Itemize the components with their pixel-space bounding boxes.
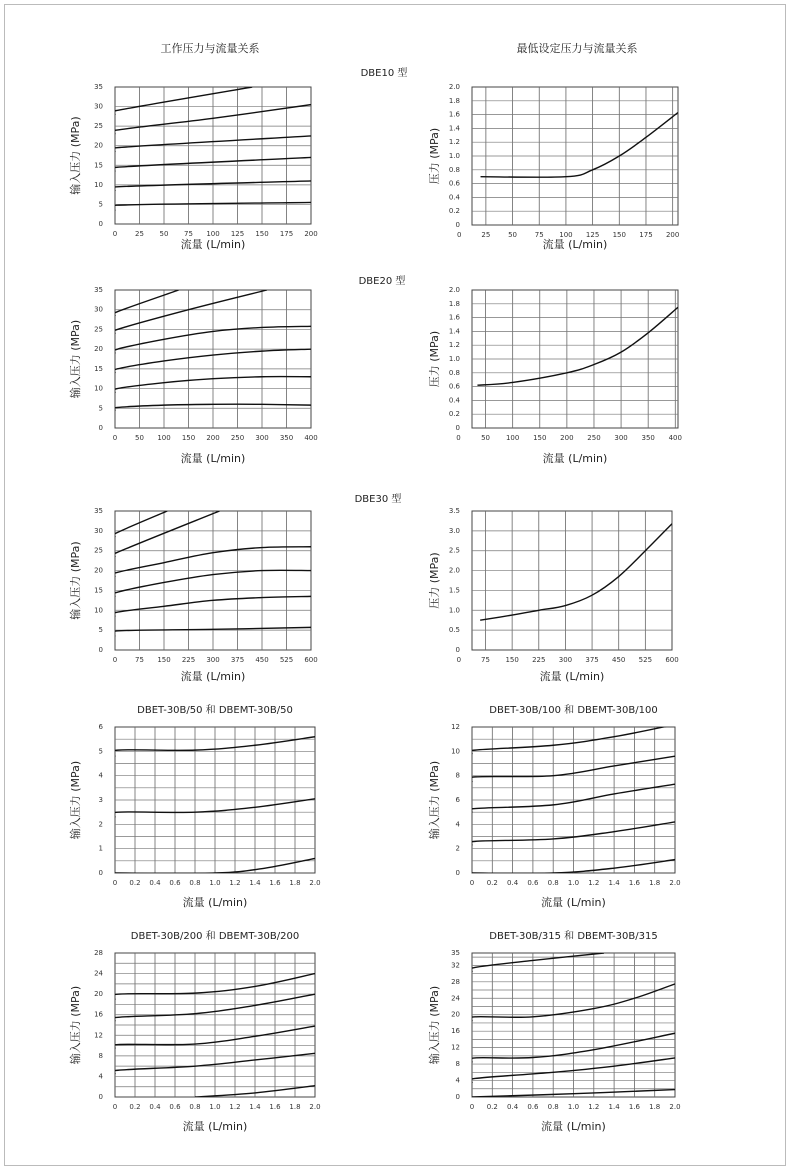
x-tick-label: 75	[135, 656, 144, 664]
x-tick-label: 125	[585, 231, 600, 239]
x-tick-label: 100	[206, 230, 220, 238]
y-axis-label: 输入压力 (MPa)	[69, 541, 82, 620]
y-tick-label: 1.4	[448, 327, 460, 336]
x-tick-label: 375	[230, 656, 245, 664]
chart-title: DBET-30B/200 和 DBEMT-30B/200	[130, 931, 300, 942]
x-tick-label: 200	[560, 434, 574, 442]
y-tick-label: 1.5	[448, 586, 460, 595]
x-tick-label: 2.0	[669, 1103, 681, 1111]
y-tick-label: 24	[94, 969, 103, 978]
x-tick-label: 0.6	[527, 1103, 539, 1111]
x-tick-label: 0.8	[189, 879, 201, 887]
y-tick-label: 30	[94, 305, 103, 314]
x-tick-label: 0.6	[169, 1103, 181, 1111]
y-tick-label: 30	[94, 526, 103, 535]
x-tick-label: 450	[255, 656, 269, 664]
x-tick-label: 0	[456, 656, 462, 664]
y-axis-label: 输入压力 (MPa)	[69, 116, 82, 195]
y-tick-label: 20	[451, 1010, 460, 1019]
y-tick-label: 1.8	[448, 299, 460, 308]
y-tick-label: 1.4	[448, 124, 460, 133]
y-tick-label: 0	[455, 869, 460, 877]
y-tick-label: 10	[94, 180, 103, 189]
y-tick-label: 20	[94, 566, 103, 575]
y-tick-label: 5	[98, 200, 103, 209]
x-tick-label: 75	[481, 656, 490, 664]
x-tick-label: 50	[135, 434, 144, 442]
y-tick-label: 10	[94, 384, 103, 393]
y-tick-label: 20	[94, 141, 103, 150]
x-tick-label: 150	[533, 434, 547, 442]
y-tick-label: 0.2	[448, 207, 460, 216]
chart-4	[68, 507, 318, 683]
x-tick-label: 0	[469, 879, 475, 887]
y-tick-label: 5	[98, 626, 103, 635]
y-tick-label: 0	[98, 424, 103, 432]
y-tick-label: 2	[98, 820, 103, 829]
x-tick-label: 300	[558, 656, 573, 664]
y-tick-label: 1.0	[448, 355, 460, 363]
x-tick-label: 300	[614, 434, 628, 442]
y-tick-label: 15	[94, 586, 103, 595]
x-tick-label: 1.0	[209, 1103, 221, 1111]
y-tick-label: 5	[98, 404, 103, 413]
x-tick-label: 150	[255, 230, 269, 238]
x-tick-label: 0	[456, 434, 461, 442]
x-tick-label: 0.2	[486, 879, 498, 887]
chart-6	[68, 704, 321, 909]
x-tick-label: 250	[587, 434, 601, 442]
y-tick-label: 35	[94, 286, 103, 294]
x-tick-label: 2.0	[309, 879, 321, 887]
y-tick-label: 3	[98, 796, 103, 804]
y-tick-label: 1.0	[448, 606, 460, 615]
y-tick-label: 6	[98, 723, 103, 731]
chart-title: DBET-30B/100 和 DBEMT-30B/100	[489, 705, 658, 716]
y-axis-label: 压力 (MPa)	[428, 330, 441, 388]
y-tick-label: 0.8	[448, 368, 460, 377]
x-tick-label: 1.2	[588, 879, 600, 887]
y-axis-label: 输入压力 (MPa)	[69, 319, 82, 399]
x-tick-label: 600	[304, 656, 318, 664]
chart-0	[68, 83, 318, 251]
y-axis-label: 输入压力 (MPa)	[69, 760, 82, 840]
y-tick-label: 0	[98, 1093, 103, 1101]
x-tick-label: 1.6	[269, 1103, 281, 1111]
y-tick-label: 1.0	[448, 152, 460, 160]
y-tick-label: 0	[455, 424, 460, 432]
y-tick-label: 4	[455, 1076, 460, 1085]
x-tick-label: 0	[469, 1103, 475, 1111]
x-tick-label: 0.8	[547, 879, 559, 887]
x-tick-label: 1.2	[588, 1103, 600, 1111]
y-tick-label: 25	[94, 325, 103, 334]
x-axis-label: 流量 (L/min)	[539, 670, 605, 683]
y-tick-label: 8	[455, 771, 460, 780]
x-tick-label: 175	[279, 230, 294, 238]
chart-7	[427, 704, 681, 909]
y-tick-label: 1.6	[448, 313, 460, 322]
y-tick-label: 0.4	[448, 396, 460, 405]
y-tick-label: 35	[451, 949, 460, 957]
y-tick-label: 4	[98, 771, 103, 780]
y-tick-label: 2.0	[448, 286, 460, 294]
chart-9	[427, 930, 681, 1133]
y-tick-label: 35	[94, 83, 103, 91]
x-tick-label: 350	[279, 434, 294, 442]
heading-working-pressure: 工作压力与流量关系	[160, 42, 260, 55]
x-tick-label: 1.8	[649, 879, 661, 887]
y-tick-label: 3.0	[448, 526, 460, 535]
chart-title: DBET-30B/50 和 DBEMT-30B/50	[137, 705, 293, 716]
y-tick-label: 12	[451, 1043, 460, 1052]
y-tick-label: 0	[98, 220, 103, 228]
y-tick-label: 3.5	[448, 507, 460, 515]
x-tick-label: 1.2	[229, 879, 241, 887]
y-tick-label: 10	[451, 747, 460, 756]
heading-dbe10: DBE10 型	[360, 68, 408, 79]
x-tick-label: 50	[508, 231, 518, 239]
y-tick-label: 1.2	[448, 138, 460, 147]
y-axis-label: 压力 (MPa)	[428, 552, 441, 609]
y-axis-label: 输入压力 (MPa)	[428, 985, 441, 1065]
y-tick-label: 0	[98, 869, 103, 877]
x-tick-label: 300	[255, 434, 269, 442]
y-tick-label: 1.6	[448, 110, 460, 119]
x-tick-label: 0.8	[547, 1103, 559, 1111]
x-tick-label: 400	[304, 434, 318, 442]
y-tick-label: 12	[94, 1031, 103, 1040]
x-tick-label: 1.8	[289, 879, 301, 887]
y-tick-label: 0	[455, 221, 460, 229]
x-tick-label: 1.4	[249, 1103, 261, 1111]
x-tick-label: 150	[612, 231, 626, 239]
y-axis-label: 压力 (MPa)	[428, 127, 441, 185]
x-axis-label: 流量 (L/min)	[180, 670, 246, 683]
x-tick-label: 225	[181, 656, 196, 664]
y-tick-label: 0.6	[448, 179, 460, 188]
y-tick-label: 25	[94, 122, 103, 131]
y-tick-label: 25	[94, 546, 103, 555]
y-tick-label: 4	[455, 820, 460, 829]
x-tick-label: 75	[184, 230, 193, 238]
x-tick-label: 0	[112, 879, 118, 887]
y-tick-label: 32	[451, 961, 460, 970]
x-tick-label: 300	[206, 656, 220, 664]
y-tick-label: 20	[94, 990, 103, 999]
y-tick-label: 0	[98, 646, 103, 654]
y-tick-label: 15	[94, 161, 103, 170]
x-axis-label: 流量 (L/min)	[542, 238, 608, 251]
y-axis-label: 输入压力 (MPa)	[428, 760, 441, 840]
heading-dbe30: DBE30 型	[354, 494, 402, 505]
y-tick-label: 0.2	[448, 410, 460, 419]
x-tick-label: 25	[481, 231, 491, 239]
x-tick-label: 0	[112, 1103, 118, 1111]
x-tick-label: 100	[157, 434, 171, 442]
x-axis-label: 流量 (L/min)	[542, 452, 608, 465]
chart-2	[68, 286, 318, 465]
x-tick-label: 1.6	[628, 879, 640, 887]
x-tick-label: 200	[665, 231, 680, 239]
x-tick-label: 0.4	[507, 879, 519, 887]
y-tick-label: 8	[98, 1051, 103, 1060]
x-tick-label: 0.2	[486, 1103, 498, 1111]
x-axis-label: 流量 (L/min)	[180, 238, 246, 251]
x-tick-label: 0	[112, 434, 118, 442]
x-tick-label: 0.4	[507, 1103, 519, 1111]
x-tick-label: 50	[159, 230, 169, 238]
x-tick-label: 1.0	[567, 1103, 580, 1111]
x-tick-label: 25	[135, 230, 144, 238]
y-tick-label: 16	[451, 1027, 460, 1036]
x-axis-label: 流量 (L/min)	[180, 452, 246, 465]
x-tick-label: 525	[279, 656, 294, 664]
x-tick-label: 0.6	[169, 879, 181, 887]
y-tick-label: 16	[94, 1010, 103, 1019]
x-tick-label: 450	[612, 656, 626, 664]
y-tick-label: 1.8	[448, 96, 460, 105]
x-tick-label: 150	[157, 656, 171, 664]
x-tick-label: 0	[112, 656, 118, 664]
y-tick-label: 4	[98, 1072, 103, 1081]
y-tick-label: 15	[94, 364, 103, 373]
chart-1	[427, 83, 679, 251]
x-tick-label: 175	[639, 231, 653, 239]
y-tick-label: 0	[455, 1093, 460, 1101]
x-tick-label: 1.0	[209, 879, 221, 887]
x-tick-label: 0.8	[189, 1103, 201, 1111]
y-tick-label: 12	[451, 723, 460, 731]
x-tick-label: 1.0	[567, 879, 580, 887]
y-tick-label: 0.6	[448, 382, 460, 391]
y-tick-label: 28	[451, 977, 460, 986]
y-tick-label: 5	[98, 747, 103, 756]
y-tick-label: 0.8	[448, 165, 460, 174]
y-tick-label: 1	[98, 844, 103, 853]
chart-3	[427, 286, 682, 465]
x-tick-label: 2.0	[309, 1103, 321, 1111]
x-tick-label: 1.6	[269, 879, 281, 887]
x-tick-label: 1.2	[229, 1103, 241, 1111]
x-tick-label: 1.4	[608, 879, 620, 887]
x-tick-label: 0.2	[129, 879, 141, 887]
heading-dbe20: DBE20 型	[358, 276, 406, 287]
x-tick-label: 0.6	[527, 879, 539, 887]
x-axis-label: 流量 (L/min)	[182, 896, 248, 909]
heading-min-pressure: 最低设定压力与流量关系	[516, 42, 638, 55]
x-axis-label: 流量 (L/min)	[182, 1120, 248, 1133]
y-tick-label: 24	[451, 994, 460, 1003]
y-tick-label: 8	[455, 1060, 460, 1069]
x-tick-label: 350	[641, 434, 655, 442]
x-axis-label: 流量 (L/min)	[541, 1120, 606, 1133]
y-tick-label: 20	[94, 345, 103, 354]
y-tick-label: 6	[455, 796, 460, 804]
x-tick-label: 100	[559, 231, 573, 239]
x-tick-label: 250	[230, 434, 245, 442]
chart-5	[427, 507, 679, 683]
x-tick-label: 125	[230, 230, 245, 238]
x-tick-label: 600	[665, 656, 679, 664]
x-tick-label: 0	[456, 231, 462, 239]
y-tick-label: 30	[94, 102, 103, 111]
x-tick-label: 75	[534, 231, 544, 239]
x-tick-label: 1.4	[608, 1103, 620, 1111]
x-tick-label: 0.2	[129, 1103, 141, 1111]
y-tick-label: 0.4	[448, 193, 460, 202]
y-tick-label: 1.2	[448, 341, 460, 350]
y-tick-label: 28	[94, 949, 103, 957]
y-tick-label: 2.0	[448, 566, 460, 575]
y-tick-label: 2.0	[448, 83, 460, 91]
x-tick-label: 0.4	[149, 1103, 161, 1111]
x-tick-label: 400	[668, 434, 682, 442]
x-tick-label: 0	[112, 230, 118, 238]
x-tick-label: 200	[206, 434, 220, 442]
x-tick-label: 50	[481, 434, 491, 442]
y-tick-label: 2.5	[448, 546, 460, 555]
x-tick-label: 1.6	[628, 1103, 640, 1111]
x-tick-label: 1.4	[249, 879, 261, 887]
y-tick-label: 35	[94, 507, 103, 515]
y-tick-label: 2	[455, 844, 460, 853]
y-tick-label: 0.5	[448, 626, 460, 635]
y-tick-label: 10	[94, 606, 103, 615]
x-tick-label: 525	[638, 656, 653, 664]
x-tick-label: 375	[585, 656, 599, 664]
x-tick-label: 0.4	[149, 879, 161, 887]
y-axis-label: 输入压力 (MPa)	[69, 985, 82, 1065]
chart-8	[68, 930, 321, 1133]
x-tick-label: 100	[505, 434, 520, 442]
x-tick-label: 2.0	[669, 879, 681, 887]
x-tick-label: 1.8	[289, 1103, 301, 1111]
y-tick-label: 0	[455, 646, 460, 654]
x-tick-label: 225	[532, 656, 546, 664]
x-tick-label: 150	[181, 434, 196, 442]
x-axis-label: 流量 (L/min)	[541, 896, 606, 909]
chart-title: DBET-30B/315 和 DBEMT-30B/315	[489, 931, 658, 942]
x-tick-label: 150	[505, 656, 519, 664]
plot-area	[472, 511, 672, 650]
x-tick-label: 1.8	[649, 1103, 661, 1111]
x-tick-label: 200	[304, 230, 318, 238]
